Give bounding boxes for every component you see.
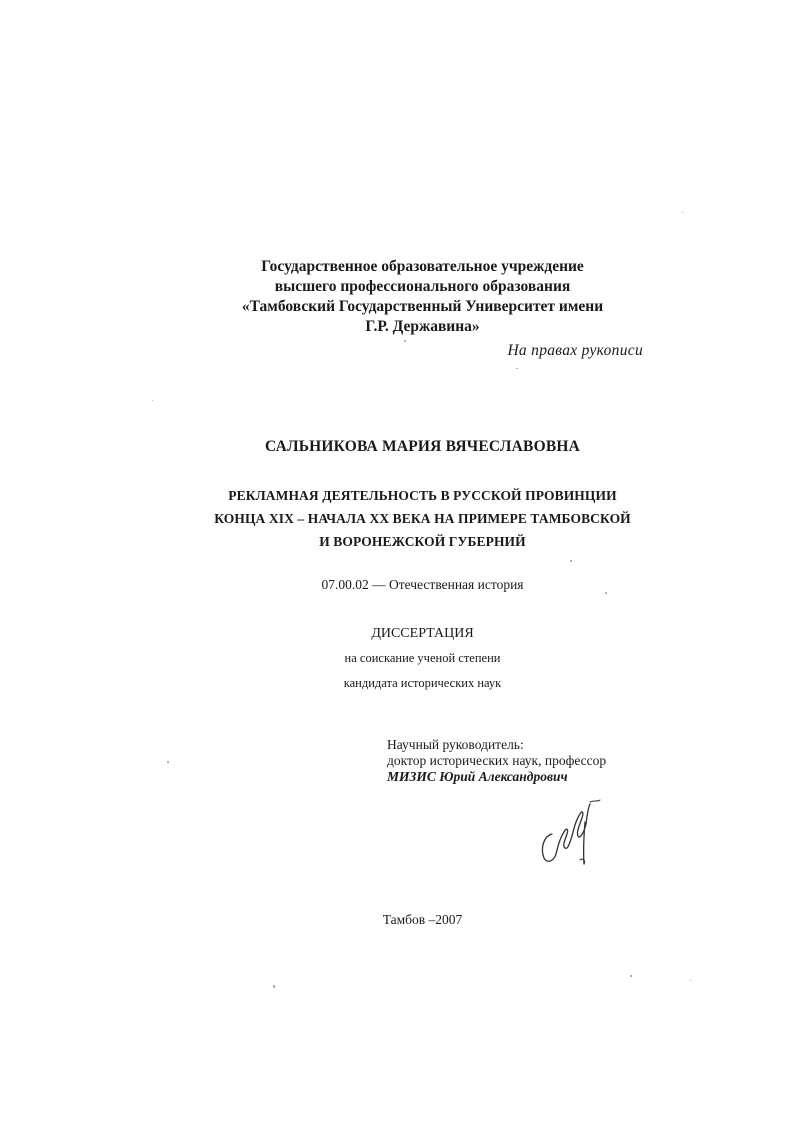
scan-speck [605, 592, 607, 594]
supervisor-label: Научный руководитель: [387, 737, 524, 752]
author-name: САЛЬНИКОВА МАРИЯ ВЯЧЕСЛАВОВНА [264, 438, 581, 455]
scan-speck [273, 985, 275, 988]
dissertation-title [0, 484, 795, 553]
degree-purpose: на соискание ученой степени [344, 651, 501, 665]
title-line-3: И ВОРОНЕЖСКОЙ ГУБЕРНИЙ [319, 534, 526, 549]
city-year: Тамбов –2007 [382, 912, 463, 927]
degree-name: кандидата исторических наук [343, 676, 502, 690]
supervisor-degree: доктор исторических наук, профессор [387, 753, 607, 768]
institution-line-3: «Тамбовский Государственный Университет имени [241, 298, 604, 315]
institution-line-2: высшего профессионального образования [274, 278, 571, 295]
specialty [0, 577, 795, 593]
specialty-code: 07.00.02 — [321, 577, 386, 592]
rights-note: На правах рукописи [507, 342, 643, 359]
scan-speck [570, 560, 572, 562]
scan-speck [690, 980, 691, 981]
dissertation-label: ДИССЕРТАЦИЯ [371, 626, 474, 641]
institution-line-1: Государственное образовательное учреждение [261, 258, 584, 275]
institution-line-4: Г.Р. Державина» [365, 318, 480, 335]
institution-header [0, 257, 795, 337]
handwritten-signature [536, 798, 606, 870]
title-line-2: КОНЦА XIX – НАЧАЛА XX ВЕКА НА ПРИМЕРЕ ТАМБОВСКОЙ [214, 511, 631, 526]
scan-speck [630, 975, 632, 977]
scan-speck [516, 368, 518, 369]
specialty-name: Отечественная история [389, 577, 524, 592]
scan-speck [404, 340, 406, 342]
dissertation-type [0, 621, 795, 696]
supervisor-name: МИЗИС Юрий Александрович [387, 769, 568, 784]
title-line-1: РЕКЛАМНАЯ ДЕЯТЕЛЬНОСТЬ В РУССКОЙ ПРОВИНЦИИ [228, 488, 617, 503]
supervisor-block [387, 737, 606, 785]
scan-speck [682, 212, 683, 213]
scan-speck [167, 761, 169, 763]
scan-speck [152, 400, 153, 401]
